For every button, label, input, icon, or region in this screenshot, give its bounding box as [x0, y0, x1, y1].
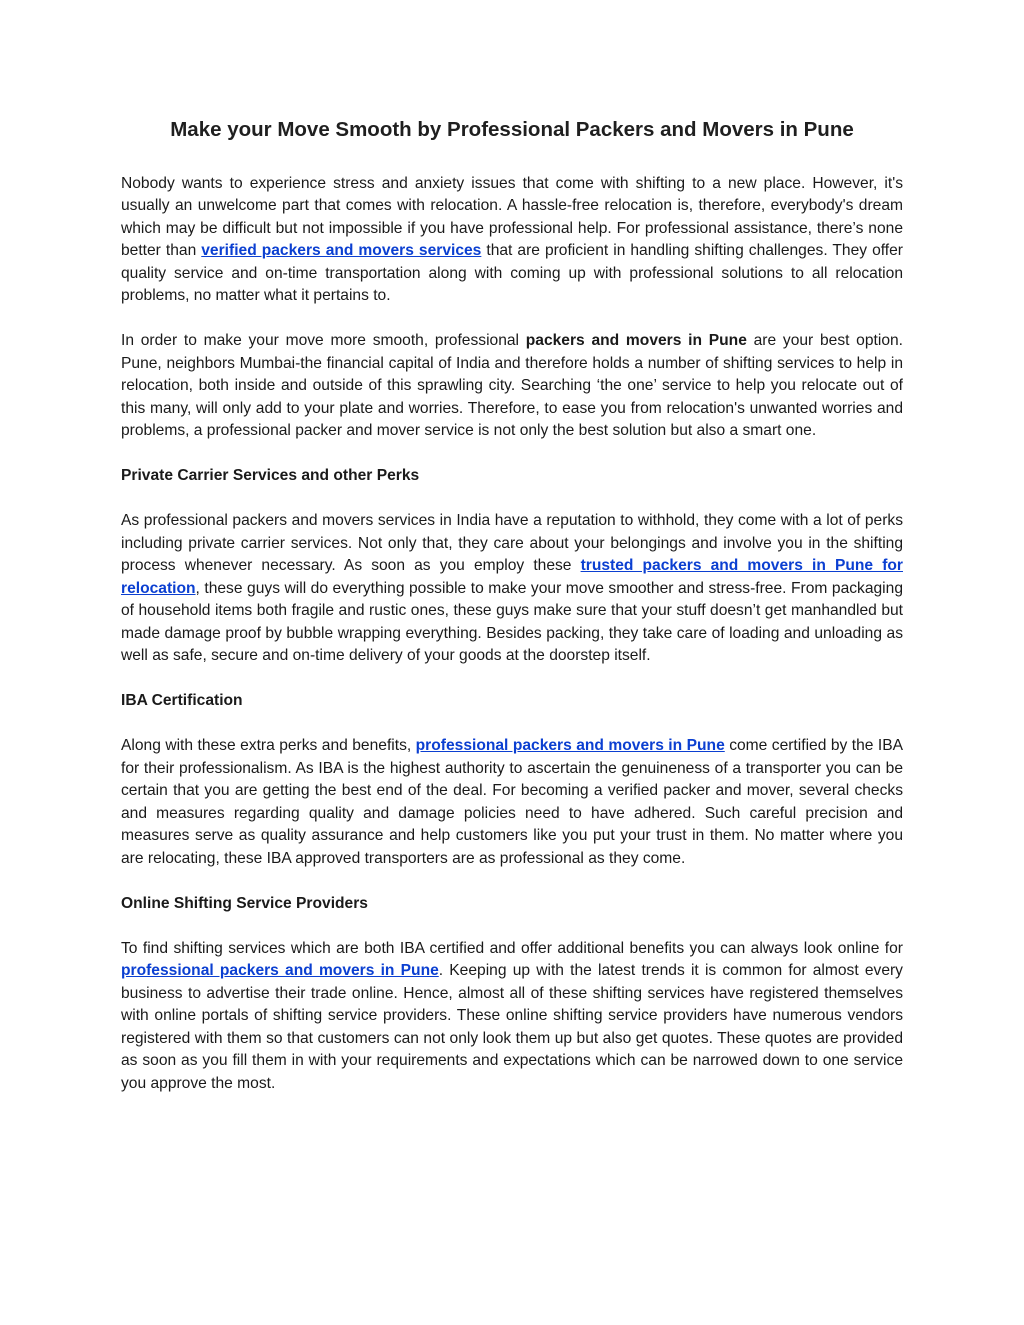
- heading-private-carrier: Private Carrier Services and other Perks: [121, 467, 420, 485]
- paragraph-private-carrier-text-after: , these guys will do everything possible to make your move smoother and stress-free. From packaging of household items both fragile and rustic ones, these guys make sure that your stuff doesn’t get manhandled but made damage proof by bubble wrapping everything. Besides packing, they take care of loading and unloading as well as safe, secure and on-time delivery of your goods at the doorstep itself.: [121, 579, 903, 665]
- paragraph-iba-certification: [121, 735, 903, 870]
- paragraph-pune-text-before: In order to make your move more smooth, professional: [121, 332, 526, 350]
- document-page: [121, 118, 903, 1118]
- paragraph-iba-text-before: Along with these extra perks and benefits,: [121, 737, 416, 755]
- paragraph-intro-text-before: Nobody wants to experience stress and anxiety issues that come with shifting to a new place. However, it's usually an unwelcome part that comes with relocation. A hassle-free relocation is, therefore, everybody's dream which may be difficult but not impossible if you have professional help. For professional assistance, there’s none better than: [121, 174, 903, 260]
- verified-packers-movers-link[interactable]: verified packers and movers services: [201, 242, 482, 260]
- heading-online-shifting: Online Shifting Service Providers: [121, 894, 368, 912]
- paragraph-intro: [121, 173, 903, 308]
- paragraph-online-shifting: [121, 938, 903, 1096]
- paragraph-private-carrier-text-before: As professional packers and movers services in India have a reputation to withhold, they come with a lot of perks including private carrier services. Not only that, they care about your belongings and involve you in the shifting process whenever necessary. As soon as you employ these: [121, 512, 903, 575]
- professional-packers-movers-link-2[interactable]: professional packers and movers in Pune: [121, 962, 439, 980]
- heading-iba-certification: IBA Certification: [121, 692, 243, 710]
- paragraph-intro-text-after: that are proficient in handling shifting challenges. They offer quality service and on-time transportation along with coming up with professional solutions to all relocation problems, no matter what it pertains to.: [121, 242, 903, 305]
- document-title: Make your Move Smooth by Professional Packers and Movers in Pune: [170, 118, 854, 141]
- paragraph-private-carrier: [121, 510, 903, 668]
- packers-movers-pune-bold-text: packers and movers in Pune: [525, 332, 747, 350]
- paragraph-pune-text-after: are your best option. Pune, neighbors Mumbai-the financial capital of India and therefore holds a number of shifting services to help in relocation, both inside and outside of this sprawling city. Searching ‘the one’ service to help you relocate out of this many, will only add to your plate and worries. Therefore, to ease you from relocation's unwanted worries and problems, a professional packer and mover service is not only the best solution but also a smart one.: [121, 332, 904, 440]
- paragraph-online-text-before: To find shifting services which are both IBA certified and offer additional benefits you can always look online for: [121, 939, 903, 957]
- paragraph-iba-text-after: come certified by the IBA for their professionalism. As IBA is the highest authority to ascertain the genuineness of a transporter you can be certain that you are getting the best end of the deal. For becoming a verified packer and mover, several checks and measures regarding quality and damage policies need to have adhered. Such careful precision and measures serve as quality assurance and help customers like you put your trust in them. No matter where you are relocating, these IBA approved transporters are as professional as they come.: [121, 737, 903, 867]
- professional-packers-movers-link-1[interactable]: professional packers and movers in Pune: [415, 737, 725, 755]
- paragraph-online-text-after: . Keeping up with the latest trends it is common for almost every business to advertise their trade online. Hence, almost all of these shifting services have registered themselves with online portals of shifting service providers. These online shifting service providers have numerous vendors registered with them so that customers can not only look them up but also get quotes. These quotes are provided as soon as you fill them in with your requirements and expectations which can be narrowed down to one service you approve the most.: [121, 962, 903, 1092]
- trusted-packers-movers-link[interactable]: trusted packers and movers in Pune for relocation: [121, 557, 903, 597]
- paragraph-pune: [121, 330, 903, 443]
